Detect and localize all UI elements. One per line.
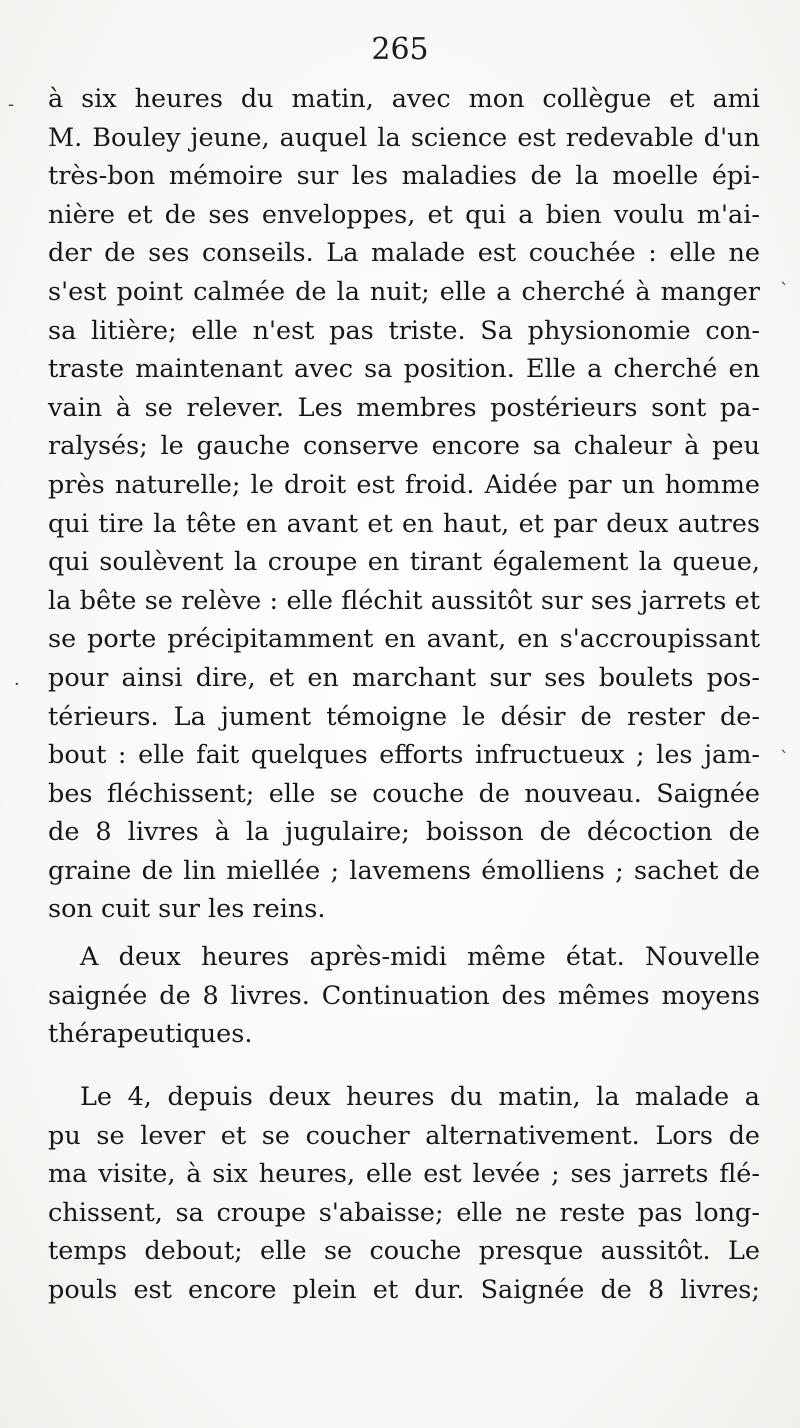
text-line: thérapeutiques. [48, 1019, 253, 1050]
text-line: la bête se relève : elle fléchit aussitôt sur ses jarrets et [48, 585, 760, 616]
scan-speck: · [14, 674, 20, 695]
text-line: très-bon mémoire sur les maladies de la moelle épi- [48, 161, 760, 192]
text-line: qui tire la tête en avant et en haut, et par deux autres [48, 508, 760, 539]
text-line: Le 4, depuis deux heures du matin, la malade a [80, 1082, 760, 1112]
paragraph-1 [48, 80, 760, 929]
text-line: son cuit sur les reins. [48, 894, 326, 925]
text-line: ma visite, à six heures, elle est levée ; ses jarrets flé- [48, 1159, 760, 1190]
text-line: chissent, sa croupe s'abaisse; elle ne reste pas long- [48, 1197, 760, 1228]
text-line: A deux heures après-midi même état. Nouvelle [80, 942, 760, 972]
scan-speck: ` [780, 280, 789, 301]
text-line: ralysés; le gauche conserve encore sa chaleur à peu [48, 431, 760, 462]
text-line: térieurs. La jument témoigne le désir de rester de- [48, 701, 760, 732]
text-line: de 8 livres à la jugulaire; boisson de décoction de [48, 817, 760, 848]
text-line: saignée de 8 livres. Continuation des mêmes moyens [48, 980, 760, 1011]
scan-speck: ` [780, 748, 789, 769]
text-line: sa litière; elle n'est pas triste. Sa physionomie con- [48, 315, 760, 346]
text-line: à six heures du matin, avec mon collègue et ami [48, 84, 760, 114]
paragraph-3 [48, 1078, 760, 1310]
text-line: se porte précipitamment en avant, en s'accroupissant [48, 624, 760, 655]
text-line: s'est point calmée de la nuit; elle a cherché à manger [48, 276, 760, 307]
text-line: près naturelle; le droit est froid. Aidée par un homme [48, 469, 760, 500]
scan-speck: - [8, 94, 15, 115]
text-line: temps debout; elle se couche presque aussitôt. Le [48, 1236, 760, 1267]
text-line: qui soulèvent la croupe en tirant également la queue, [48, 547, 760, 578]
text-line: graine de lin miellée ; lavemens émolliens ; sachet de [48, 855, 760, 886]
text-line: vain à se relever. Les membres postérieurs sont pa- [48, 392, 760, 423]
text-line: pouls est encore plein et dur. Saignée de 8 livres; [48, 1274, 760, 1305]
text-line: pu se lever et se coucher alternativement. Lors de [48, 1120, 760, 1151]
text-line: traste maintenant avec sa position. Elle a cherché en [48, 354, 760, 385]
page-number: 265 [371, 32, 429, 67]
text-line: der de ses conseils. La malade est couchée : elle ne [48, 238, 760, 269]
text-line: pour ainsi dire, et en marchant sur ses boulets pos- [48, 662, 760, 693]
text-line: M. Bouley jeune, auquel la science est redevable d'un [48, 122, 760, 153]
paragraph-2 [48, 938, 760, 1054]
text-line: bout : elle fait quelques efforts infructueux ; les jam- [48, 740, 760, 771]
text-line: nière et de ses enveloppes, et qui a bien voulu m'ai- [48, 199, 760, 230]
text-line: bes fléchissent; elle se couche de nouveau. Saignée [48, 778, 760, 809]
